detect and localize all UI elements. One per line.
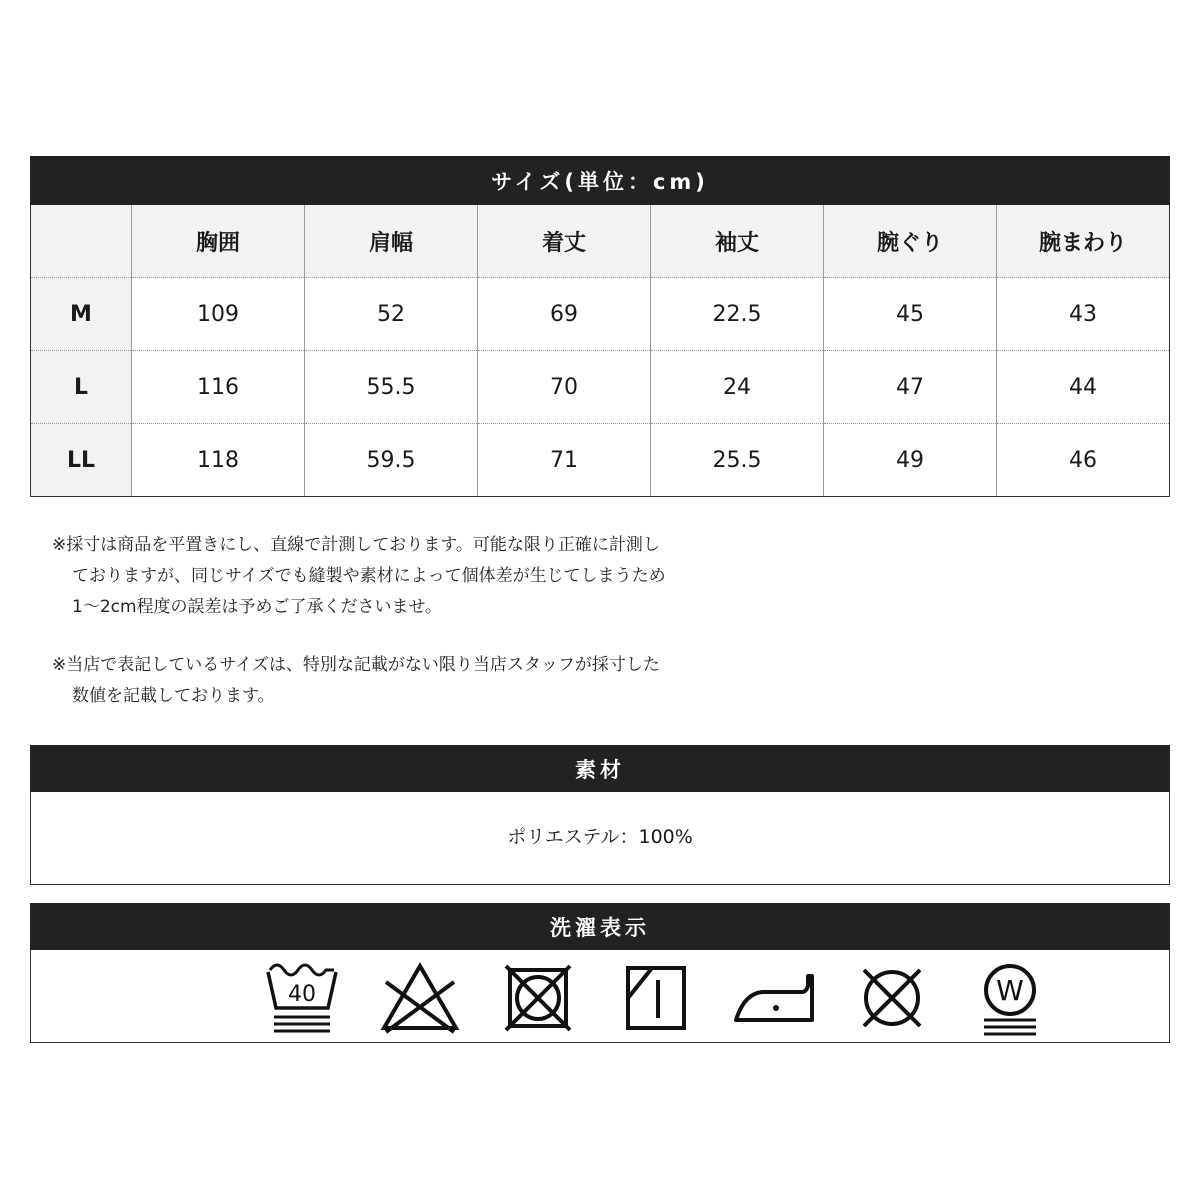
table-cell: 46	[997, 424, 1170, 497]
table-row	[31, 424, 1170, 497]
table-row	[31, 351, 1170, 424]
measurement-notes	[52, 530, 666, 623]
table-cell: 47	[824, 351, 997, 424]
no-tumble-dry-icon	[486, 958, 590, 1038]
size-table	[30, 205, 1170, 497]
column-header-arm-circumference: 腕まわり	[997, 205, 1170, 278]
size-notes	[52, 650, 660, 712]
material-composition: ポリエステル：100%	[507, 826, 693, 848]
row-header-size: M	[31, 278, 132, 351]
wet-clean-letter: W	[996, 974, 1024, 1007]
table-row	[31, 278, 1170, 351]
table-cell: 69	[478, 278, 651, 351]
table-cell: 118	[132, 424, 305, 497]
table-cell: 55.5	[305, 351, 478, 424]
note-line: ※当店で表記しているサイズは、特別な記載がない限り当店スタッフが採寸した	[52, 655, 660, 675]
no-bleach-icon	[368, 958, 472, 1038]
column-header-sleeve: 袖丈	[651, 205, 824, 278]
table-cell: 24	[651, 351, 824, 424]
size-section-header	[30, 156, 1170, 205]
material-section-title: 素材	[575, 757, 625, 782]
wash-tub-40-very-gentle-icon	[250, 958, 354, 1038]
column-header-shoulder: 肩幅	[305, 205, 478, 278]
table-cell: 45	[824, 278, 997, 351]
table-cell: 59.5	[305, 424, 478, 497]
row-header-size: L	[31, 351, 132, 424]
wet-clean-very-gentle-icon	[958, 958, 1062, 1038]
care-section-title: 洗濯表示	[550, 915, 650, 940]
row-header-size: LL	[31, 424, 132, 497]
table-cell: 71	[478, 424, 651, 497]
care-section-header	[30, 903, 1170, 950]
table-cell: 70	[478, 351, 651, 424]
material-section-header	[30, 745, 1170, 792]
wash-temperature: 40	[288, 982, 316, 1007]
no-dry-clean-icon	[840, 958, 944, 1038]
table-cell: 43	[997, 278, 1170, 351]
table-cell: 49	[824, 424, 997, 497]
column-header-armhole: 腕ぐり	[824, 205, 997, 278]
care-icon-row	[250, 958, 1076, 1038]
iron-low-icon	[722, 958, 826, 1038]
table-cell: 22.5	[651, 278, 824, 351]
column-header-chest: 胸囲	[132, 205, 305, 278]
size-section-title: サイズ(単位：cm)	[491, 169, 709, 194]
table-cell: 109	[132, 278, 305, 351]
table-cell: 44	[997, 351, 1170, 424]
size-table-header-row	[31, 205, 1170, 278]
column-header-length: 着丈	[478, 205, 651, 278]
note-line: ておりますが、同じサイズでも縫製や素材によって個体差が生じてしまうため	[72, 566, 666, 586]
table-corner-cell	[31, 205, 132, 278]
table-cell: 25.5	[651, 424, 824, 497]
drip-dry-shade-icon	[604, 958, 708, 1038]
note-line: 数値を記載しております。	[72, 686, 275, 706]
note-line: ※採寸は商品を平置きにし、直線で計測しております。可能な限り正確に計測し	[52, 535, 660, 555]
table-cell: 52	[305, 278, 478, 351]
note-line: 1〜2cm程度の誤差は予めご了承くださいませ。	[72, 597, 443, 617]
table-cell: 116	[132, 351, 305, 424]
